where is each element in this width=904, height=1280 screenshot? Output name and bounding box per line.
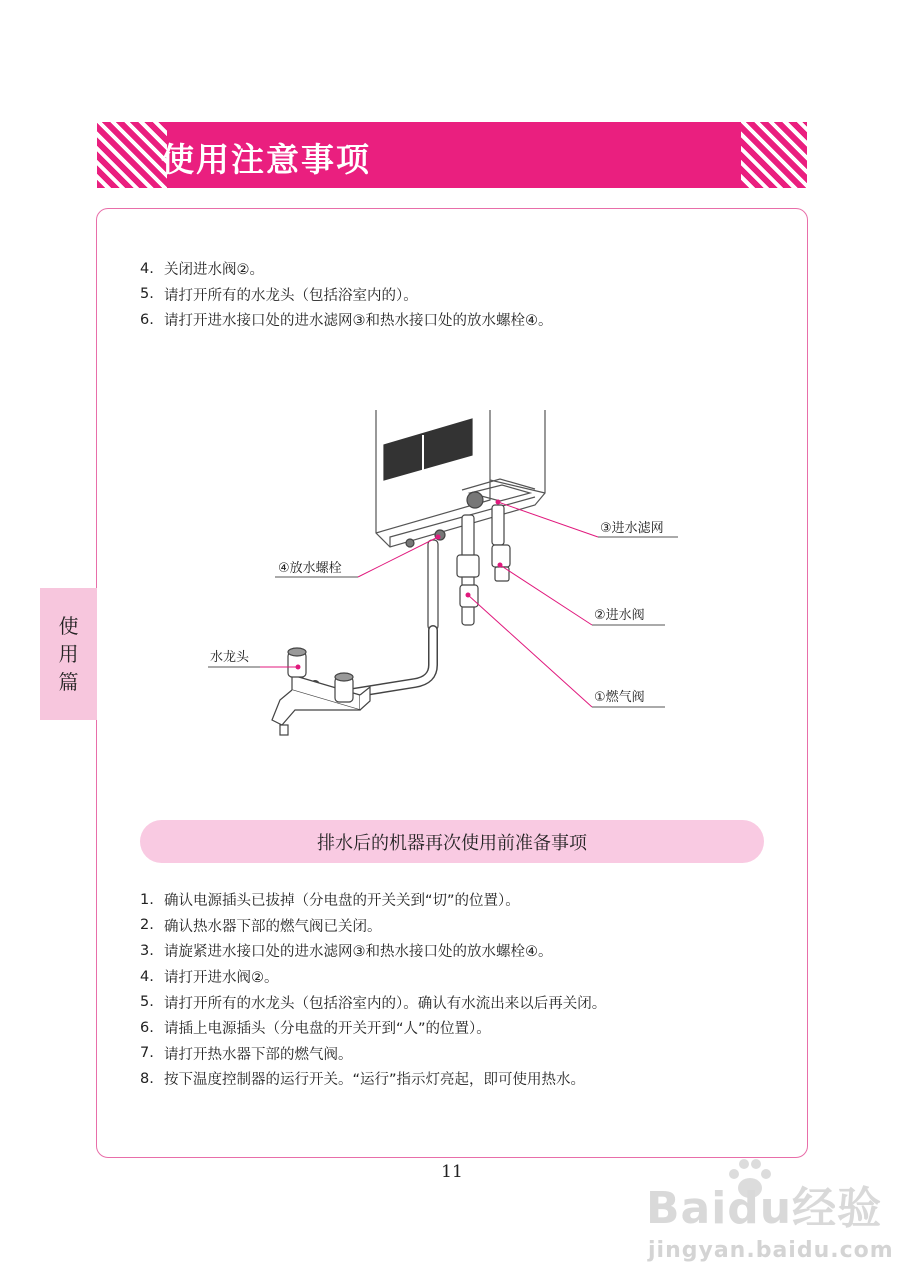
banner-stripes-left: [97, 122, 167, 188]
step-number: 3.: [140, 942, 154, 959]
step-text: 请打开进水接口处的进水滤网③和热水接口处的放水螺栓④。: [164, 313, 553, 330]
list-item: [140, 282, 553, 308]
step-text: 请打开所有的水龙头（包括浴室内的）。: [164, 287, 418, 304]
watermark-url: jingyan.baidu.com: [648, 1238, 894, 1263]
label-faucet: 水龙头: [210, 650, 250, 665]
step-number: 6.: [140, 1019, 154, 1036]
step-text: 请打开进水阀②。: [164, 970, 279, 987]
list-item: [140, 1041, 606, 1067]
section-heading: 排水后的机器再次使用前准备事项: [140, 820, 764, 863]
label-drain-bolt: ④放水螺栓: [278, 561, 342, 576]
side-tab-section: [40, 588, 97, 720]
step-text: 请打开所有的水龙头（包括浴室内的）。确认有水流出来以后再关闭。: [164, 995, 607, 1012]
step-number: 1.: [140, 891, 154, 908]
pipe-fittings: [406, 492, 510, 630]
step-text: 关闭进水阀②。: [164, 262, 264, 279]
step-text: 请打开热水器下部的燃气阀。: [164, 1046, 353, 1063]
side-tab-char: 篇: [58, 670, 79, 694]
water-heater-diagram: [200, 405, 700, 765]
step-number: 4.: [140, 260, 154, 277]
page-title: 使用注意事项: [161, 140, 371, 179]
side-tab-char: 用: [58, 642, 79, 666]
list-item: [140, 887, 606, 913]
step-text: 确认热水器下部的燃气阀已关闭。: [164, 918, 382, 935]
heater-body: [376, 410, 545, 547]
list-item: [140, 913, 606, 939]
step-text: 确认电源插头已拔掉（分电盘的开关关到“切”的位置）。: [164, 893, 520, 910]
page-number: 11: [441, 1162, 463, 1182]
step-number: 5.: [140, 286, 154, 303]
step-number: 4.: [140, 968, 154, 985]
list-item: [140, 964, 606, 990]
step-text: 请旋紧进水接口处的进水滤网③和热水接口处的放水螺栓④。: [164, 944, 553, 961]
label-gas-valve: ①燃气阀: [594, 690, 645, 705]
step-number: 6.: [140, 311, 154, 328]
list-item: [140, 1066, 606, 1092]
side-tab-char: 使: [58, 614, 79, 638]
step-text: 按下温度控制器的运行开关。“运行”指示灯亮起，即可使用热水。: [164, 1072, 586, 1089]
banner-stripes-right: [741, 122, 807, 188]
list-item: [140, 1015, 606, 1041]
label-filter: ③进水滤网: [600, 521, 664, 536]
list-item: [140, 989, 606, 1015]
watermark: [640, 1160, 894, 1280]
step-number: 2.: [140, 917, 154, 934]
restart-steps-list: [140, 887, 606, 1092]
step-number: 5.: [140, 994, 154, 1011]
watermark-main: Baidu经验: [646, 1183, 883, 1234]
list-item: [140, 938, 606, 964]
header-banner: [97, 122, 807, 188]
list-item: [140, 256, 553, 282]
label-inlet-valve: ②进水阀: [594, 608, 645, 623]
step-number: 7.: [140, 1045, 154, 1062]
list-item: [140, 307, 553, 333]
drain-steps-list: [140, 256, 553, 333]
step-number: 8.: [140, 1070, 154, 1087]
step-text: 请插上电源插头（分电盘的开关开到“人”的位置）。: [164, 1021, 491, 1038]
